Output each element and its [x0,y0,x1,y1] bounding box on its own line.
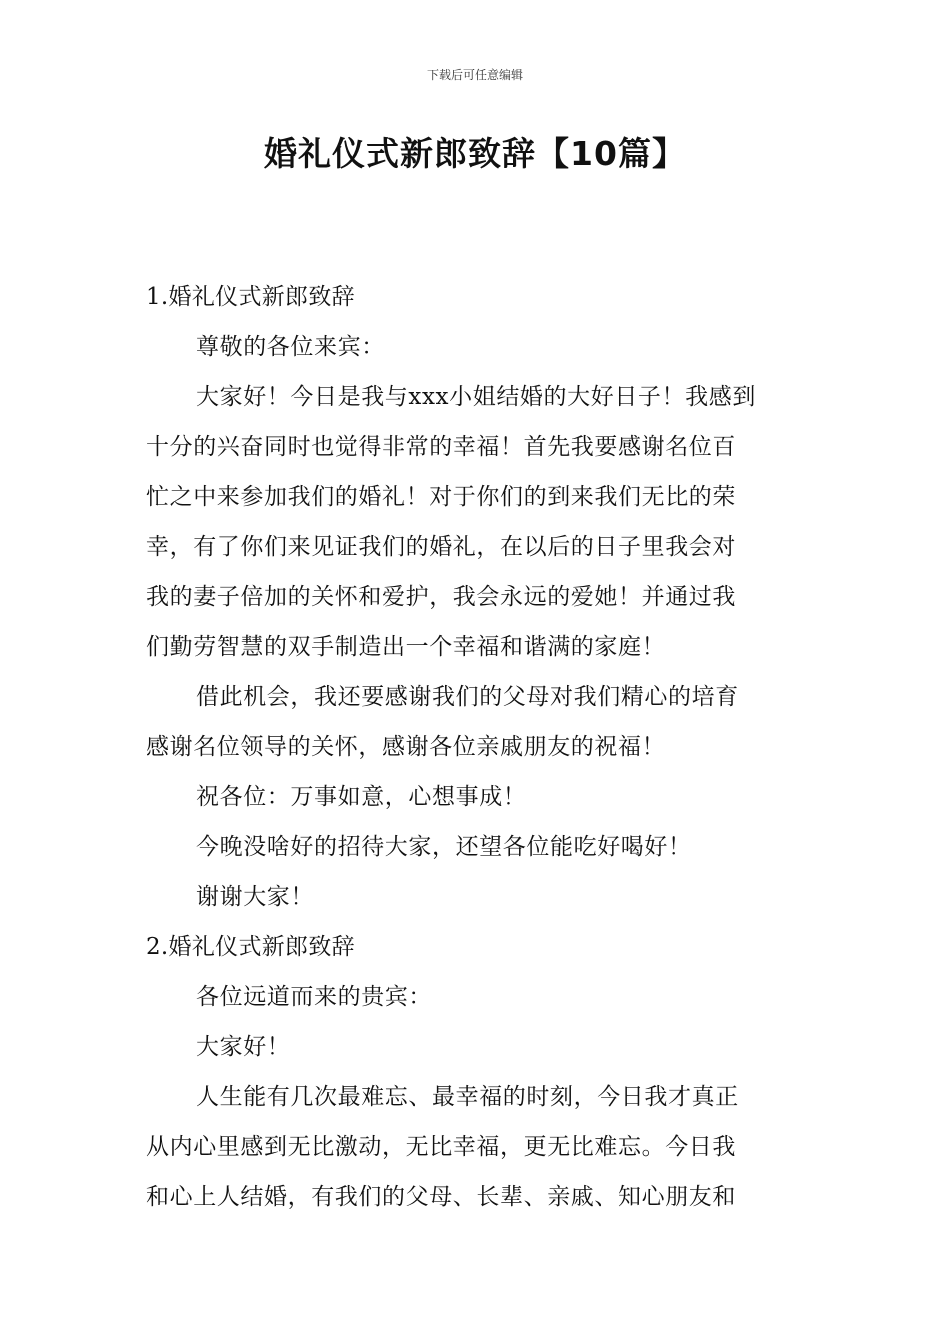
paragraph-line: 我的妻子倍加的关怀和爱护，我会永远的爱她！并通过我 [146,584,736,610]
paragraph-line: 大家好！ [196,1034,291,1060]
paragraph-line: 感谢名位领导的关怀，感谢各位亲戚朋友的祝福！ [146,734,666,760]
paragraph-line: 谢谢大家！ [196,884,314,910]
paragraph-line: 忙之中来参加我们的婚礼！对于你们的到来我们无比的荣 [146,484,736,510]
paragraph-line: 借此机会，我还要感谢我们的父母对我们精心的培育 [196,684,739,710]
section-heading: 1.婚礼仪式新郎致辞 [146,284,355,310]
paragraph-line: 们勤劳智慧的双手制造出一个幸福和谐满的家庭！ [146,634,666,660]
paragraph-line: 大家好！今日是我与xxx小姐结婚的大好日子！我感到 [196,384,756,410]
header-note: 下载后可任意编辑 [426,68,523,82]
document-body [146,272,808,1222]
paragraph-line: 和心上人结婚，有我们的父母、长辈、亲戚、知心朋友和 [146,1184,736,1210]
paragraph-line: 人生能有几次最难忘、最幸福的时刻，今日我才真正 [196,1084,739,1110]
paragraph-line: 今晚没啥好的招待大家，还望各位能吃好喝好！ [196,834,692,860]
paragraph-line: 祝各位：万事如意，心想事成！ [196,784,527,810]
document-title: 婚礼仪式新郎致辞【10篇】 [264,134,686,173]
paragraph-line: 幸，有了你们来见证我们的婚礼，在以后的日子里我会对 [146,534,736,560]
paragraph-line: 各位远道而来的贵宾： [196,984,432,1010]
paragraph-line: 从内心里感到无比激动，无比幸福，更无比难忘。今日我 [146,1134,736,1160]
paragraph-line: 十分的兴奋同时也觉得非常的幸福！首先我要感谢名位百 [146,434,736,460]
paragraph-line: 尊敬的各位来宾： [196,334,385,360]
section-heading: 2.婚礼仪式新郎致辞 [146,934,355,960]
